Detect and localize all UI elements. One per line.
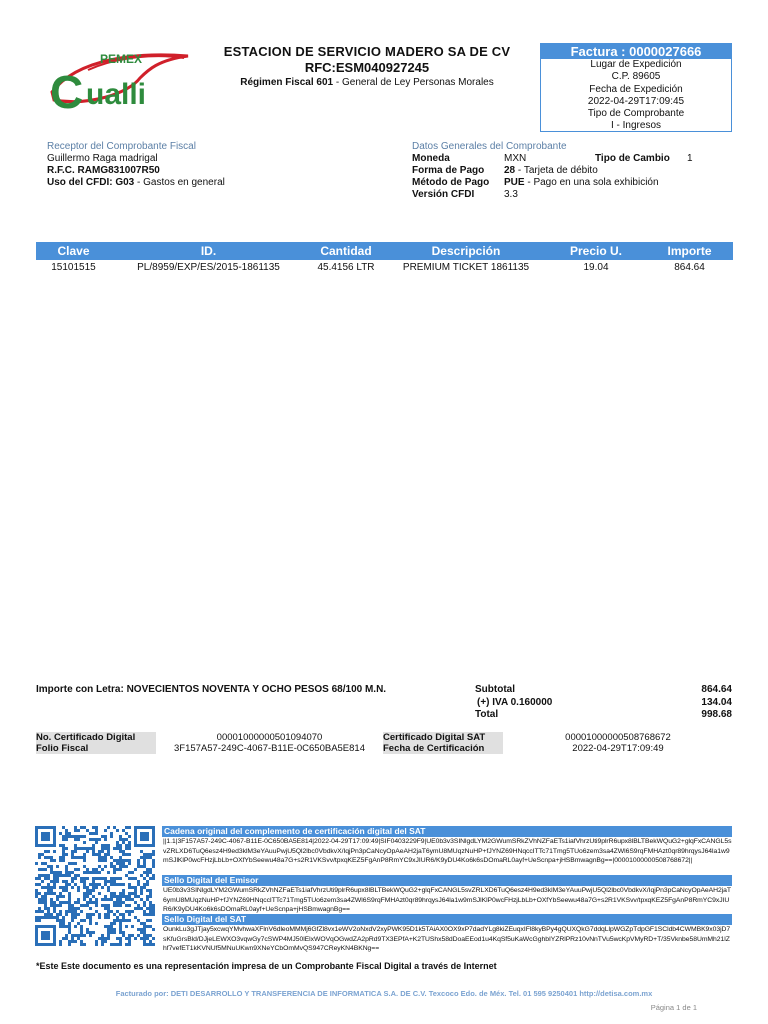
cell-cantidad: 45.4156 LTR <box>317 262 375 273</box>
table-row <box>36 260 733 276</box>
subtotal-label: Subtotal <box>475 684 515 695</box>
col-header-id: ID. <box>200 244 217 258</box>
cert-sat-label: Certificado Digital SAT <box>383 732 503 743</box>
logo-brand-text: ualli <box>86 78 147 111</box>
cell-importe: 864.64 <box>674 262 705 273</box>
factura-line: I - Ingresos <box>610 120 662 132</box>
disclaimer-text: *Este Este documento es una representación impresa de un Comprobante Fiscal Digital a través de Internet <box>36 961 497 971</box>
receptor-block <box>47 141 367 189</box>
sello-sat-title: Sello Digital del SAT <box>162 914 732 925</box>
cell-descripcion: PREMIUM TICKET 1861135 <box>402 262 530 273</box>
no-cert-label: No. Certificado Digital <box>36 732 156 743</box>
col-header-importe: Importe <box>667 244 712 258</box>
receptor-name: Guillermo Raga madrigal <box>47 153 158 164</box>
uso-label: Uso del CFDI: G03 <box>47 177 135 188</box>
metodo-pago-label: Método de Pago <box>412 177 490 188</box>
fecha-cert-label: Fecha de Certificación <box>383 743 503 754</box>
issuer-rfc: RFC:ESM040927245 <box>304 60 430 75</box>
importe-con-letra: Importe con Letra: NOVECIENTOS NOVENTA Y OCHO PESOS 68/100 M.N. <box>36 684 387 695</box>
version-value: 3.3 <box>504 189 518 200</box>
no-cert-value: 00001000000501094070 <box>216 732 323 743</box>
sello-emisor-title: Sello Digital del Emisor <box>162 875 732 886</box>
total-value: 998.68 <box>701 709 732 720</box>
forma-pago-desc: - Tarjeta de débito <box>515 165 598 176</box>
folio-label: Folio Fiscal <box>36 743 156 754</box>
totals-block <box>475 684 732 722</box>
certificate-grid <box>36 732 733 754</box>
cert-sat-value: 00001000000508768672 <box>565 732 671 743</box>
issuer-name: ESTACION DE SERVICIO MADERO SA DE CV <box>223 44 511 59</box>
sellos-block <box>162 826 732 955</box>
sello-sat-text: OunkLu3gJTjay5xcwqYMvhwaXFlnV6dleoMMMj6GfZl8vx1eWV2oNxdV2xyPWK95D1k5TAiAX0OX9xP7dadYLg8kiZEuqxIFl8kyBPy4gQUXQkG7ddqLlpWGZpTdpGF1SCldb4CWMBK9x03jD7sKfuGrsBld/DJjeLEWXO3vqwGy7cSWP4MJ50lElxWOVqOGwdZA2pRd9TX3EPfA+K2TUShx58dDoaEEod1u4KqSf5uKaWcGghbIYZRlPRz10vNnTVu5wcKpVMyRD+T/35Vknbe58UmMh21lZhf7vefET1kKVNUf5MNuUKwn9XNeYCbOmMvQS947CReyKN4BKNg== <box>163 926 731 953</box>
fecha-cert-value: 2022-04-29T17:09:49 <box>572 743 664 754</box>
factura-box <box>540 43 732 132</box>
iva-value: 134.04 <box>701 696 732 708</box>
pemex-cualli-logo <box>48 48 190 118</box>
cadena-original-title: Cadena original del complemento de certificación digital del SAT <box>162 826 732 837</box>
issuer-regimen <box>200 77 534 88</box>
datos-title: Datos Generales del Comprobante <box>412 141 567 152</box>
iva-label: (+) IVA 0.160000 <box>477 696 553 708</box>
total-label: Total <box>475 709 499 720</box>
col-header-cantidad: Cantidad <box>320 244 372 258</box>
col-header-precio: Precio U. <box>569 244 623 258</box>
moneda-value: MXN <box>504 153 527 164</box>
logo-c-letter: C <box>50 66 84 118</box>
factura-line: C.P. 89605 <box>611 71 661 83</box>
factura-line: 2022-04-29T17:09:45 <box>587 95 685 107</box>
qr-code-image <box>35 826 155 946</box>
cadena-original-text: ||1.1|3F157A57-249C-4067-B11E-0C650BA5E814|2022-04-29T17:09:49|SIF0403229F9|UE0b3v3SINlgdLYM2GWumSRkZVhNZFaETs1iafVhrzUti9plrR6upx8lBLTBekWQuG2+glqFxCANGL5svZRLXD6TuQ6esz4H9ed3klM3eYAuuPwjU5Ql2lbc0VbdkvX/IqjPn3pCaNcyOpAeAH2jaT6ymU8MUqzNuHP+fJYNZ69HNqccITTc71Tmg5TUo6zem3sa4ZWl6S9rqFMHAzt0qr89hrqysJ64la1w9mSJlKlP0wcFHzjLbLb+OXfYbSeewu48a7G+s2R1VKSvv/tpxqKEZ5FgAnP8RmYC9xJIUR6/K9yDU4Ko6k6sDOmaRL0ayf+UeScnpa+jHSBmwagnBg==|00001000000508768672|| <box>163 838 732 865</box>
cell-id: PL/8959/EXP/ES/2015-1861135 <box>137 262 280 273</box>
version-label: Versión CFDI <box>412 189 475 200</box>
factura-line: Lugar de Expedición <box>590 59 682 70</box>
col-header-descripcion: Descripción <box>431 244 501 258</box>
cell-clave: 15101515 <box>51 262 96 273</box>
forma-pago-label: Forma de Pago <box>412 165 485 176</box>
datos-generales-block <box>412 141 732 201</box>
receptor-title: Receptor del Comprobante Fiscal <box>47 141 196 152</box>
metodo-pago-desc: - Pago en una sola exhibición <box>524 177 659 188</box>
col-header-clave: Clave <box>57 244 90 258</box>
cell-precio: 19.04 <box>583 262 609 273</box>
items-table-header <box>36 242 733 260</box>
tipo-cambio-label: Tipo de Cambio <box>595 153 670 164</box>
tipo-cambio-value: 1 <box>687 153 693 164</box>
moneda-label: Moneda <box>412 153 450 164</box>
footer-text: Facturado por: DETI DESARROLLO Y TRANSFERENCIA DE INFORMATICA S.A. DE C.V. Texcoco Edo. de Méx. Tel. 01 595 9250401 http://detisa.com.mx <box>115 989 653 998</box>
factura-line: Tipo de Comprobante <box>587 108 685 120</box>
folio-value: 3F157A57-249C-4067-B11E-0C650BA5E814 <box>173 743 365 754</box>
metodo-pago-code: PUE <box>504 177 525 188</box>
forma-pago-code: 28 <box>504 165 516 176</box>
subtotal-value: 864.64 <box>701 684 732 695</box>
issuer-block <box>200 44 534 88</box>
sello-emisor-text: UE0b3v3SINlgdLYM2GWumSRkZVhNZFaETs1iafVhrzUti9plrR6upx8lBLTBekWQuG2+glqFxCANGL5svZRLXD6TuQ6esz4H9ed3klM3eYAuuPwjU5Ql2lbc0VbdkvX/IqjPn3pCaNcyOpAeAH2jaT6ymU8MUqzNuHP+fJYNZ69HNqccITTc71Tmg5TUo6zem3sa4ZWl6S9rqFMHAzt0qr89hrqysJ64la1w9mSJlKlP0wcFHzjLbLb+OXfYbSeewu48a7G+s2R1VKSvv/tpxqKEZ5FgAnP8RmYC9xJIUR6/K9yDU4Ko6k6sDOmaRL0ayf+UeScnpa+jHSBmwagnBg== <box>163 887 732 914</box>
factura-line: Fecha de Expedición <box>589 83 683 95</box>
regimen-label: Régimen Fiscal 601 <box>240 77 334 88</box>
regimen-desc: - General de Ley Personas Morales <box>333 77 494 88</box>
uso-desc: - Gastos en general <box>134 177 225 188</box>
receptor-uso <box>47 177 367 189</box>
page-number: Página 1 de 1 <box>650 1003 697 1012</box>
receptor-rfc: R.F.C. RAMG831007R50 <box>47 165 160 176</box>
factura-title: Factura : 0000027666 <box>541 44 731 59</box>
logo-pemex-text: PEMEX <box>100 52 143 66</box>
